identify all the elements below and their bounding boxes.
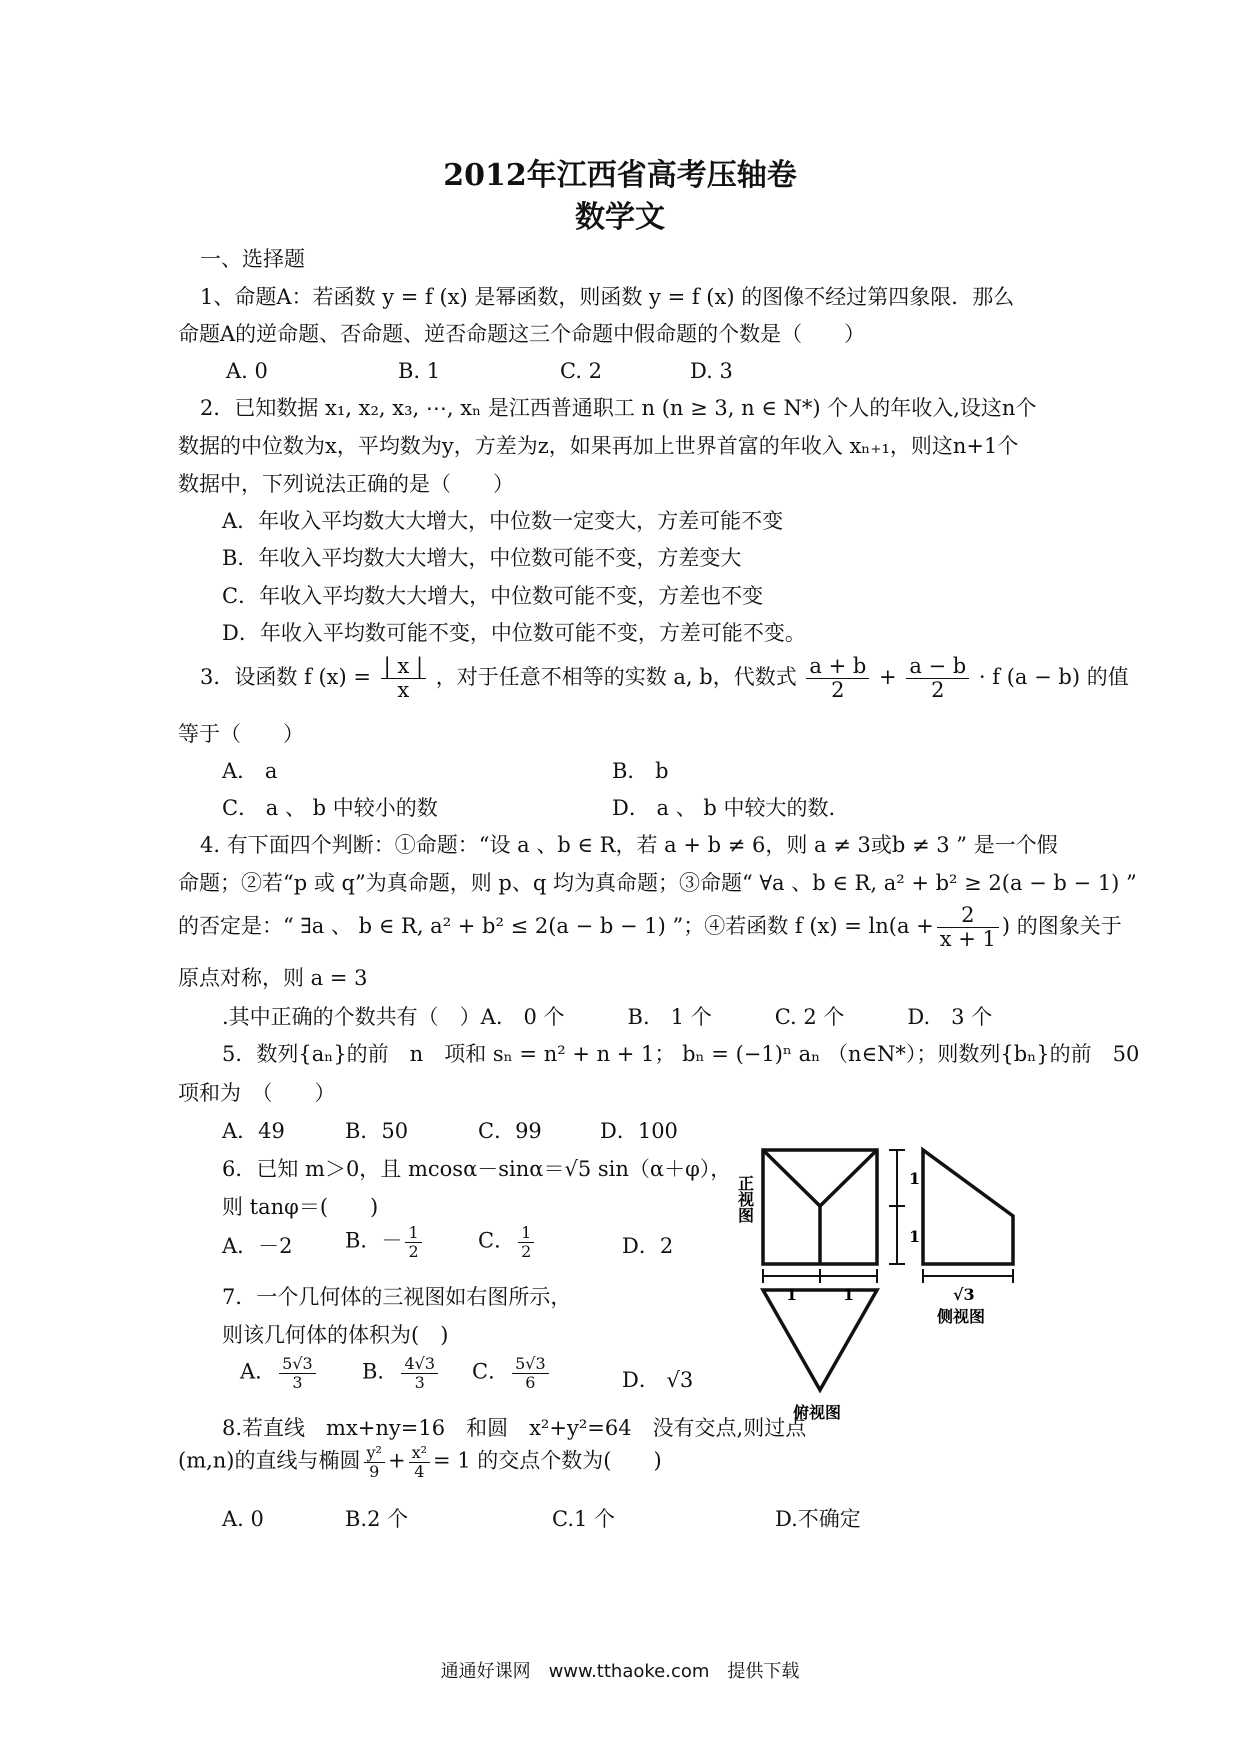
q5-option-d: D．100: [600, 1119, 678, 1143]
q7-option-b-numerator: 4√3: [401, 1355, 438, 1374]
q3-f-numerator: | x |: [381, 655, 426, 679]
q3-e2-denominator: 2: [931, 678, 945, 703]
q7-option-c-denominator: 6: [525, 1372, 536, 1392]
q4-line4: 原点对称，则 a = 3: [178, 966, 368, 990]
q3-e2-fraction: [906, 655, 969, 702]
q5-option-b: B．50: [345, 1119, 409, 1143]
q7-option-c-numerator: 5√3: [512, 1355, 549, 1374]
q8-fraction-2-denominator: 4: [414, 1461, 425, 1481]
q7-option-a-denominator: 3: [292, 1372, 303, 1392]
q3-mid: ，对于任意不相等的实数 a, b，代数式: [435, 665, 797, 690]
q6-option-a: A．－2: [222, 1234, 293, 1258]
q7-line2: 则该几何体的体积为( ): [222, 1323, 449, 1347]
page-title: 2012年江西省高考压轴卷: [443, 158, 797, 193]
dim-horizontal-left: 1: [786, 1285, 798, 1304]
q6-option-c-fraction: [518, 1224, 534, 1260]
q3-lead: 3．设函数 f (x) =: [200, 665, 371, 690]
q2-line3: 数据中，下列说法正确的是（ ）: [178, 472, 514, 496]
q7-option-b-denominator: 3: [414, 1372, 425, 1392]
page-subtitle: 数学文: [575, 200, 665, 235]
q8-fraction-1: [364, 1444, 385, 1480]
front-view-inner-lines: [763, 1150, 877, 1206]
q3-e2-numerator: a − b: [906, 655, 969, 679]
q7-option-b-lead: B．: [362, 1359, 399, 1384]
dim-vertical-bottom: 1: [909, 1227, 921, 1246]
q4-fraction-denominator: x + 1: [939, 927, 996, 952]
side-view-shape: [923, 1150, 1013, 1264]
q5-line1: 5．数列{aₙ}的前 n 项和 sₙ = n² + n + 1； bₙ = (−1)ⁿ aₙ （n∈N*）；则数列{bₙ}的前 50: [222, 1042, 1140, 1066]
q1-option-b: B. 1: [398, 359, 441, 383]
q4-fraction: [937, 904, 999, 951]
q6-option-b-lead: B．－: [345, 1228, 403, 1253]
q4-fraction-numerator: 2: [937, 904, 999, 928]
front-view-label: 正视图: [735, 1175, 755, 1223]
section-heading: 一、选择题: [200, 247, 305, 271]
dim-side-width: √3: [953, 1285, 975, 1304]
q2-line1: 2．已知数据 x₁, x₂, x₃, ⋯, xₙ 是江西普通职工 n (n ≥ 3, n ∈ N*) 个人的年收入,设这n个: [200, 396, 1037, 420]
q6-option-c: [478, 1224, 537, 1260]
q3-e1-denominator: 2: [831, 678, 845, 703]
q7-option-c-fraction: [512, 1355, 549, 1391]
q5-line2: 项和为 （ ）: [178, 1081, 336, 1105]
q6-option-c-denominator: 2: [521, 1241, 532, 1261]
q8-plus: +: [387, 1448, 406, 1473]
q3-line2: 等于（ ）: [178, 722, 304, 746]
q8-option-a: A. 0: [222, 1507, 264, 1531]
q3-option-b: B． b: [612, 759, 669, 783]
q1-option-c: C. 2: [560, 359, 603, 383]
q7-option-a-numerator: 5√3: [279, 1355, 316, 1374]
q8-option-c: C.1 个: [552, 1507, 616, 1531]
dim-horizontal-right: 1: [843, 1285, 855, 1304]
q8-option-b: B.2 个: [345, 1507, 409, 1531]
q2-line2: 数据的中位数为x，平均数为y，方差为z，如果再加上世界首富的年收入 xₙ₊₁，则这n+1个: [178, 434, 1019, 458]
q5-option-c: C．99: [478, 1119, 542, 1143]
q7-option-a: [240, 1355, 319, 1391]
q7-option-b-fraction: [401, 1355, 438, 1391]
q4-line5: .其中正确的个数共有（ ）A. 0 个 B. 1 个 C. 2 个 D. 3 个: [222, 1005, 993, 1029]
page-footer: 通通好课网 www.tthaoke.com 提供下载: [440, 1661, 800, 1682]
q8-line2-lead: (m,n)的直线与椭圆: [178, 1448, 361, 1473]
q3-f-fraction: [381, 655, 426, 702]
q6-option-b-numerator: 1: [405, 1224, 421, 1243]
dim-vertical-top: 1: [909, 1169, 921, 1188]
top-view-triangle: [763, 1290, 877, 1390]
q7-line1: 7．一个几何体的三视图如右图所示，: [222, 1285, 572, 1309]
q2-option-d: D．年收入平均数可能不变，中位数可能不变，方差可能不变。: [222, 621, 806, 645]
three-view-figure: [735, 1140, 1035, 1440]
q3-e1-numerator: a + b: [806, 655, 869, 679]
q7-option-a-lead: A．: [240, 1359, 277, 1384]
q3-option-a: A． a: [222, 759, 278, 783]
q3-tail: · f (a − b) 的值: [978, 665, 1129, 690]
q2-option-c: C．年收入平均数大大增大，中位数可能不变，方差也不变: [222, 584, 764, 608]
q6-option-b-denominator: 2: [408, 1241, 419, 1261]
q8-fraction-1-denominator: 9: [369, 1461, 380, 1481]
q7-option-d: D． √3: [622, 1368, 694, 1392]
q8-line2: [178, 1444, 662, 1480]
q8-line2-tail: = 1 的交点个数为( ): [433, 1448, 662, 1473]
q7-option-c-lead: C．: [472, 1359, 510, 1384]
q3-plus: +: [879, 665, 897, 690]
q7-option-c: [472, 1355, 552, 1391]
q6-line2: 则 tanφ＝( ): [222, 1195, 379, 1219]
side-view-label: 侧视图: [937, 1307, 986, 1326]
q4-line3-text: 的否定是：“ ∃a 、 b ∈ R, a² + b² ≤ 2(a − b − 1) ”；④若函数 f (x) = ln(a +: [178, 914, 934, 939]
q6-option-c-lead: C．: [478, 1228, 516, 1253]
q3-f-denominator: x: [397, 678, 410, 703]
q6-option-d: D．2: [622, 1234, 674, 1258]
q6-option-b: [345, 1224, 425, 1260]
q3-option-c: C． a 、 b 中较小的数: [222, 796, 438, 820]
q1-line2: 命题A的逆命题、否命题、逆否命题这三个命题中假命题的个数是（ ）: [178, 322, 866, 346]
q8-fraction-2-numerator: x²: [409, 1444, 430, 1463]
q5-option-a: A．49: [222, 1119, 285, 1143]
q7-option-a-fraction: [279, 1355, 316, 1391]
q8-option-d: D.不确定: [775, 1507, 861, 1531]
q4-line1: 4. 有下面四个判断：①命题：“设 a 、b ∈ R，若 a + b ≠ 6，则 a ≠ 3或b ≠ 3 ” 是一个假: [200, 833, 1058, 857]
q8-fraction-1-numerator: y²: [364, 1444, 385, 1463]
q3-e1-fraction: [806, 655, 869, 702]
q4-line2: 命题；②若“p 或 q”为真命题，则 p、q 均为真命题；③命题“ ∀a 、b ∈ R, a² + b² ≥ 2(a − b − 1) ”: [178, 871, 1137, 895]
q6-line1: 6．已知 m＞0，且 mcosα－sinα＝√5 sin（α＋φ），: [222, 1157, 732, 1181]
q2-option-a: A．年收入平均数大大增大，中位数一定变大，方差可能不变: [222, 509, 784, 533]
top-view-label: 俯视图: [793, 1403, 842, 1422]
q3-line1: [200, 655, 1129, 702]
q1-option-a: A. 0: [226, 359, 268, 383]
q6-option-b-fraction: [405, 1224, 421, 1260]
q4-line3-tail: ) 的图象关于: [1001, 914, 1122, 939]
q8-line1: 8.若直线 mx+ny=16 和圆 x²+y²=64 没有交点,则过点: [222, 1416, 807, 1440]
q1-option-d: D. 3: [690, 359, 733, 383]
q2-option-b: B．年收入平均数大大增大，中位数可能不变，方差变大: [222, 546, 742, 570]
q1-line1: 1、命题A：若函数 y = f (x) 是幂函数，则函数 y = f (x) 的图像不经过第四象限．那么: [200, 285, 1015, 309]
q7-option-b: [362, 1355, 441, 1391]
q3-option-d: D． a 、 b 中较大的数.: [612, 796, 836, 820]
q4-line3: [178, 904, 1122, 951]
q8-fraction-2: [409, 1444, 430, 1480]
q6-option-c-numerator: 1: [518, 1224, 534, 1243]
